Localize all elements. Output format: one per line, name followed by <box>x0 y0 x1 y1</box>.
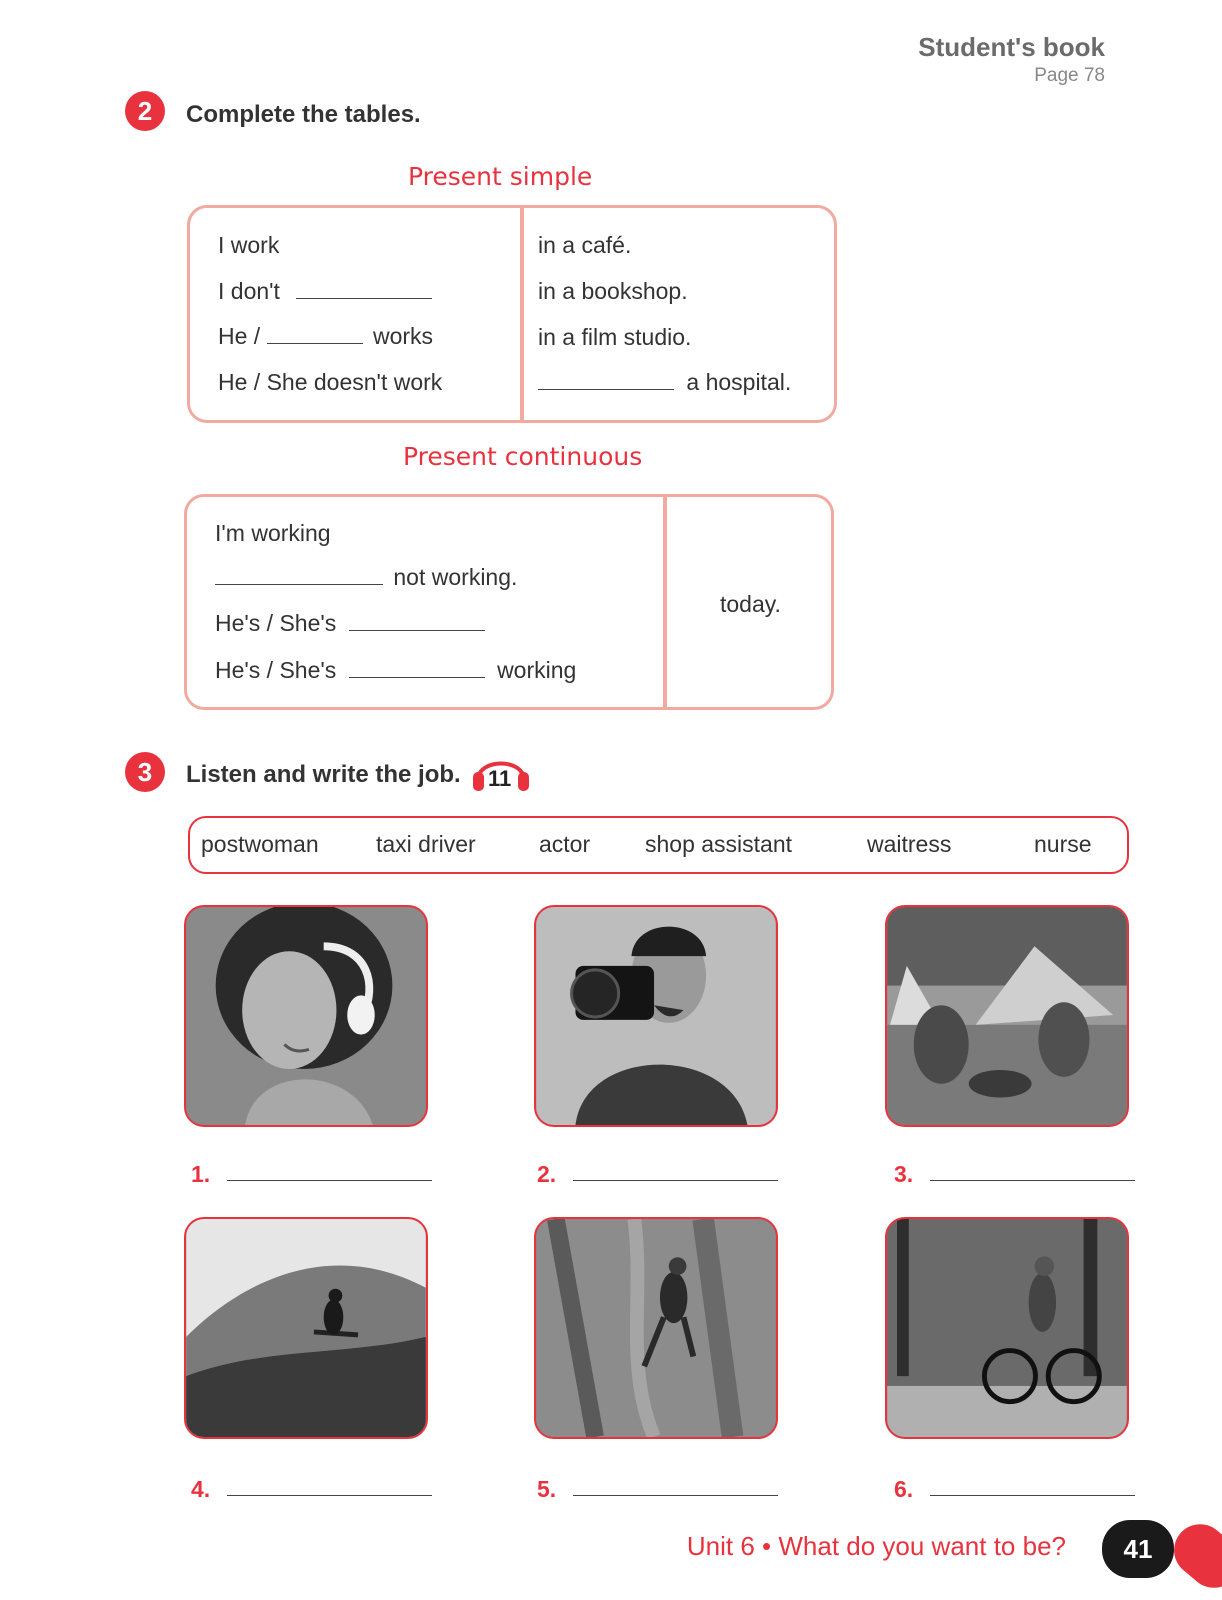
cell-today: today. <box>720 591 781 617</box>
answer-blank[interactable] <box>215 564 383 585</box>
cell-i-dont: I don't <box>218 277 432 305</box>
answer-line-2[interactable] <box>573 1180 778 1181</box>
answer-blank[interactable] <box>267 323 363 344</box>
answer-number-5: 5. <box>537 1476 557 1502</box>
photo-camping <box>885 905 1129 1127</box>
present-continuous-heading: Present continuous <box>403 442 643 471</box>
book-title: Student's book <box>918 32 1105 62</box>
answer-blank[interactable] <box>296 278 432 299</box>
photo-woman-headphones <box>184 905 428 1127</box>
table-divider <box>663 496 667 708</box>
cell-hospital: a hospital. <box>538 368 791 396</box>
track-number: 11 <box>488 766 512 791</box>
exercise-2-number: 2 <box>125 91 165 131</box>
answer-line-4[interactable] <box>227 1495 432 1496</box>
answer-number-3: 3. <box>894 1161 914 1187</box>
photo-photographer <box>534 905 778 1127</box>
word-actor: actor <box>539 831 591 857</box>
answer-line-6[interactable] <box>930 1495 1135 1496</box>
page-number: 41 <box>1102 1520 1174 1578</box>
cell-im-working: I'm working <box>215 520 331 546</box>
exercise-2-title: Complete the tables. <box>186 101 421 128</box>
cell-hes-shes-2: He's / She's working <box>215 657 577 683</box>
exercise-3-title: Listen and write the job. <box>186 761 461 788</box>
answer-line-5[interactable] <box>573 1495 778 1496</box>
unit-title: Unit 6 • What do you want to be? <box>686 1531 1066 1561</box>
table-divider <box>520 207 524 421</box>
photo-cyclist <box>885 1217 1129 1439</box>
answer-number-2: 2. <box>537 1161 557 1187</box>
cell-not-working: not working. <box>215 563 517 591</box>
page-reference: Page 78 <box>1034 65 1105 86</box>
photo-surfer <box>184 1217 428 1439</box>
answer-number-4: 4. <box>191 1476 211 1502</box>
word-waitress: waitress <box>867 831 952 857</box>
word-postwoman: postwoman <box>201 831 319 857</box>
exercise-3-number: 3 <box>125 752 165 792</box>
cell-film-studio: in a film studio. <box>538 324 692 350</box>
cell-he-works: He / works <box>218 323 434 349</box>
answer-line-1[interactable] <box>227 1180 432 1181</box>
cell-bookshop: in a bookshop. <box>538 278 688 304</box>
cell-cafe: in a café. <box>538 232 632 258</box>
present-simple-heading: Present simple <box>408 162 593 191</box>
cell-hes-shes-1: He's / She's <box>215 609 485 637</box>
word-nurse: nurse <box>1034 831 1092 857</box>
answer-number-6: 6. <box>894 1476 914 1502</box>
answer-blank[interactable] <box>538 369 674 390</box>
cell-he-doesnt-work: He / She doesn't work <box>218 369 443 395</box>
photo-rock-climber <box>534 1217 778 1439</box>
word-shop-assistant: shop assistant <box>645 831 793 857</box>
answer-blank[interactable] <box>349 610 485 631</box>
cell-i-work: I work <box>218 232 280 258</box>
audio-track[interactable] <box>472 746 532 792</box>
answer-line-3[interactable] <box>930 1180 1135 1181</box>
answer-number-1: 1. <box>191 1161 211 1187</box>
answer-blank[interactable] <box>349 657 485 678</box>
word-taxi-driver: taxi driver <box>376 831 476 857</box>
